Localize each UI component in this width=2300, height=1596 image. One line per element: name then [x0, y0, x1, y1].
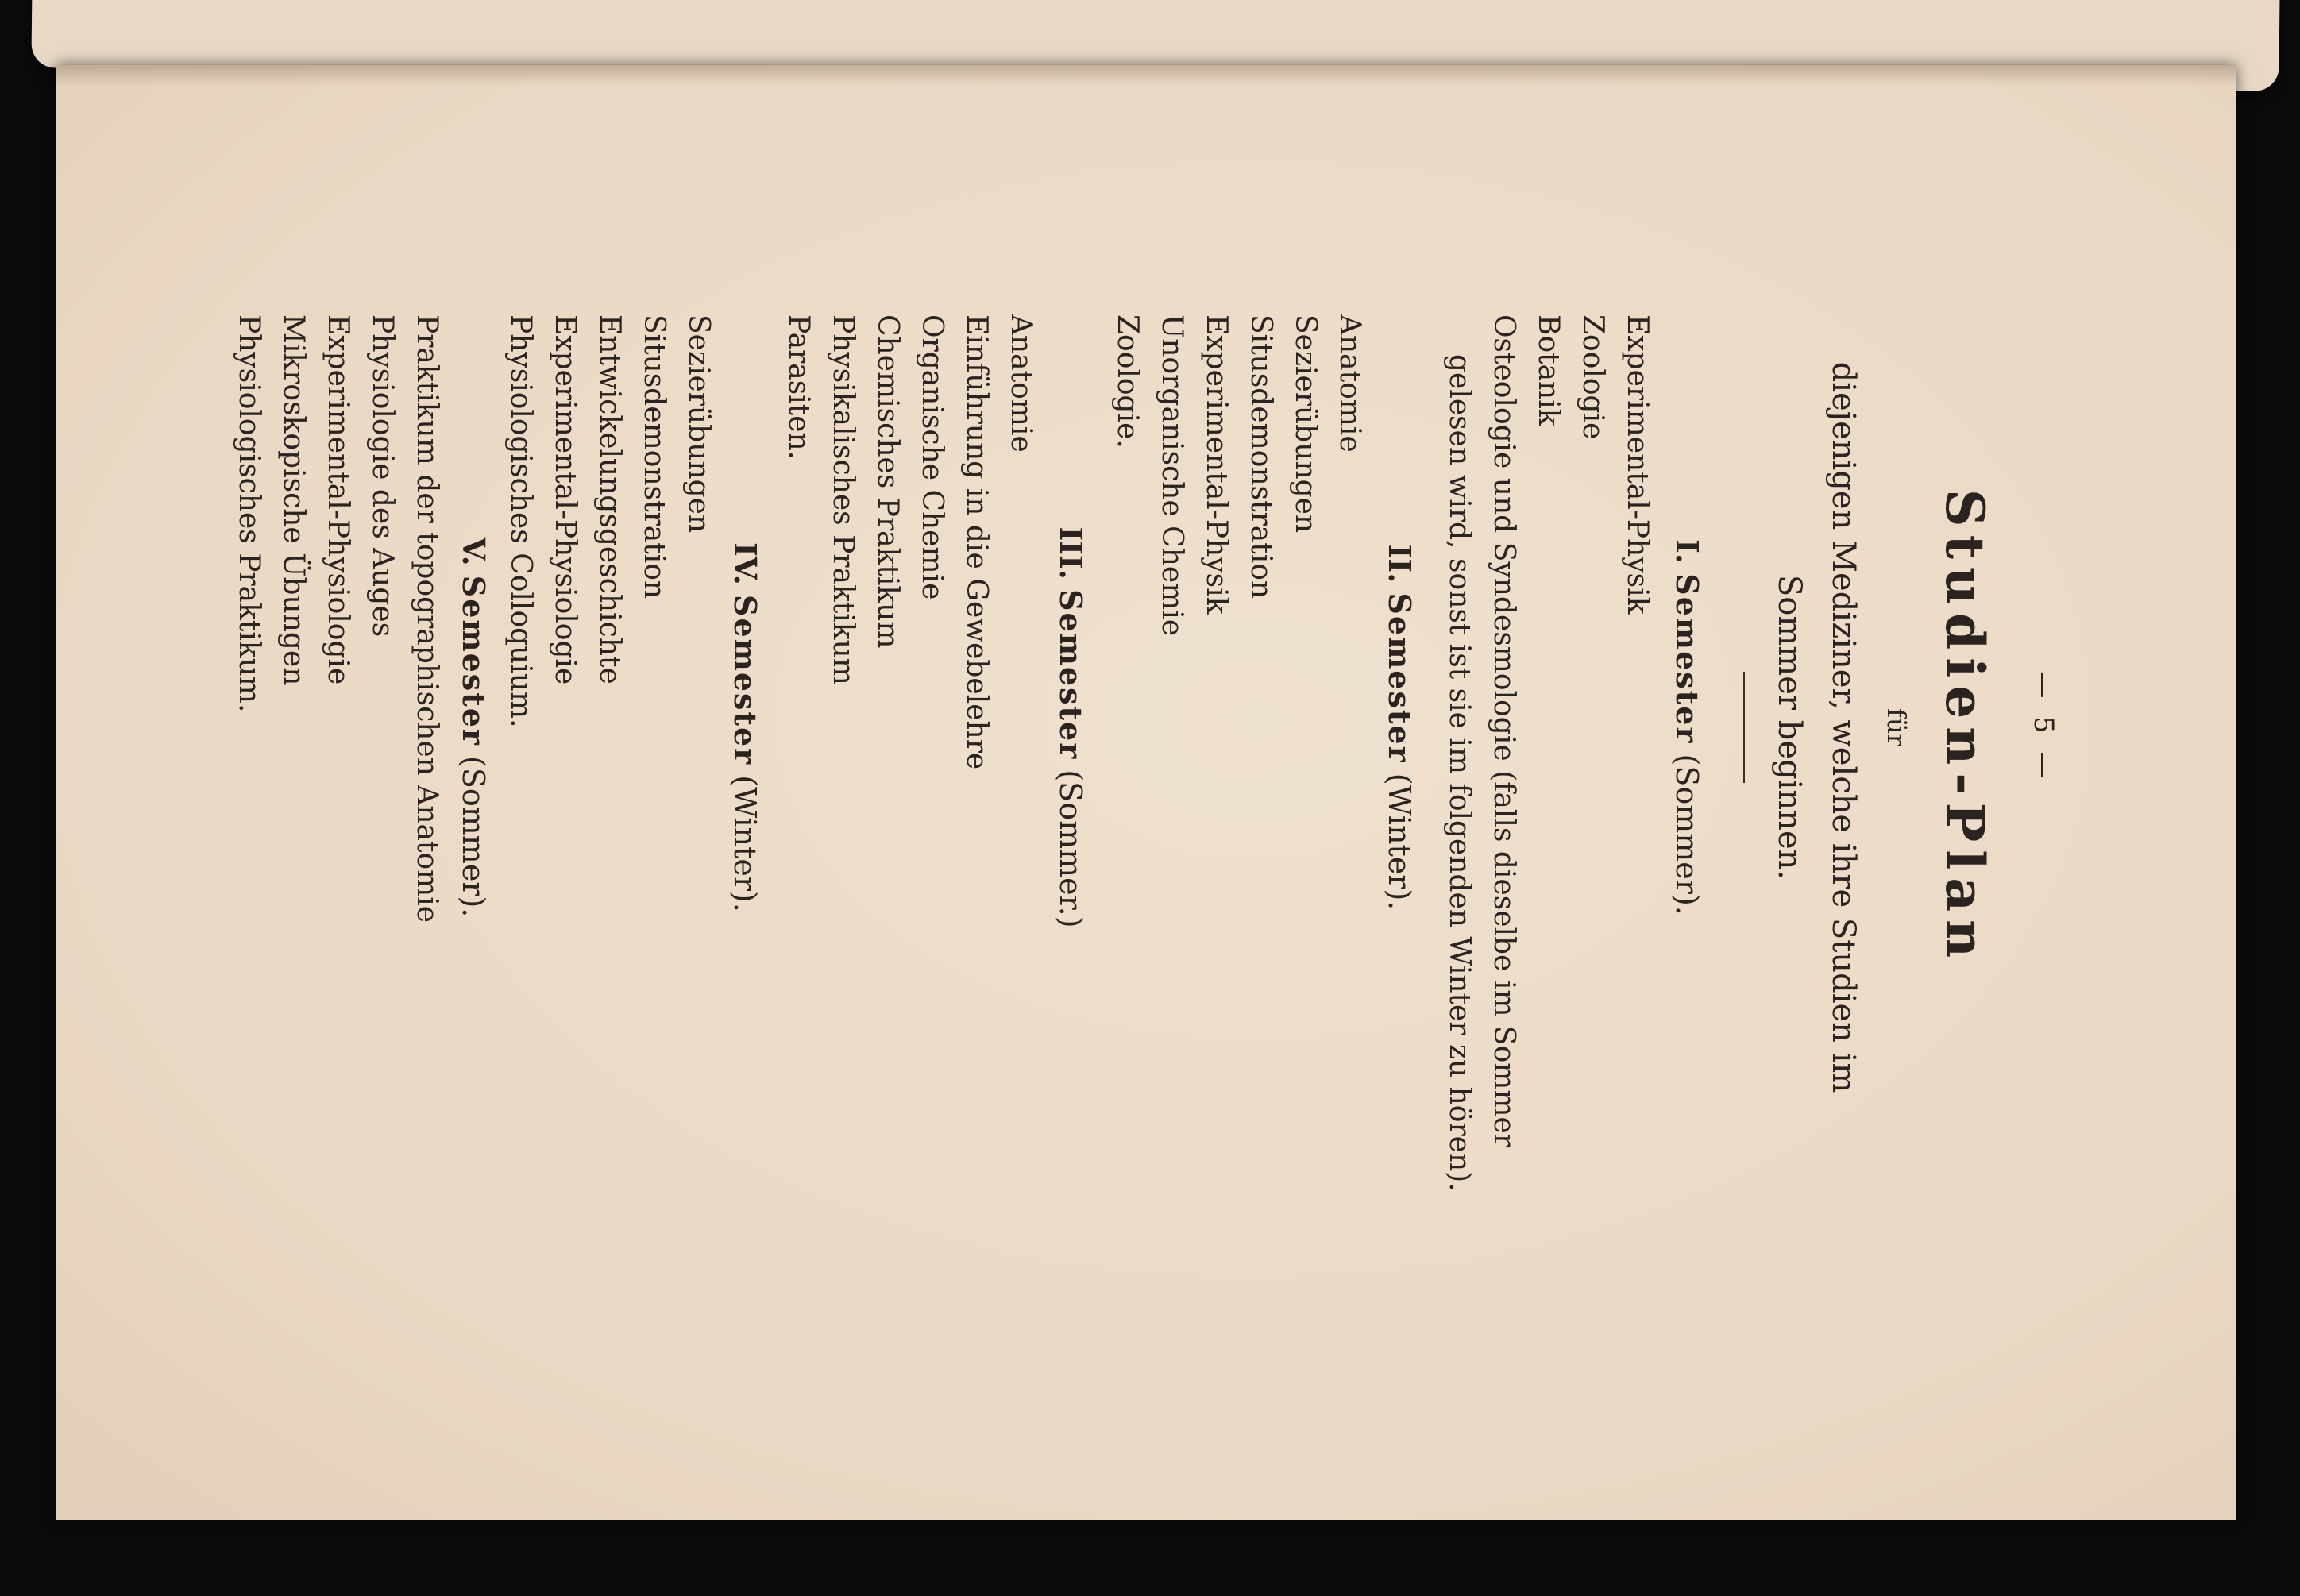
page-number: — 5 —	[2028, 671, 2059, 784]
course-item: Organische Chemie	[916, 314, 948, 600]
semester-3-heading	[1053, 0, 1089, 1474]
course-item: Experimental-Physiologie	[322, 314, 354, 685]
course-item: Physiologie des Auges	[366, 314, 399, 638]
semester-1-numeral: I.	[1669, 539, 1705, 565]
course-item: Einführung in die Gewebelehre	[960, 314, 993, 770]
intro-text	[1762, 76, 1870, 1378]
semester-3-courses	[776, 314, 1043, 1505]
course-item: Sezierübungen	[1289, 314, 1322, 534]
course-item: Physiologisches Colloquium.	[504, 314, 537, 728]
title-divider	[1743, 672, 1745, 783]
course-item: Unorganische Chemie	[1156, 314, 1188, 637]
course-item: Zoologie	[1576, 314, 1609, 440]
course-item: Situsdemonstration	[638, 314, 670, 599]
semester-1-courses	[1437, 314, 1659, 1505]
course-item: Experimental-Physik	[1621, 314, 1654, 615]
course-item: Entwickelungsgeschichte	[593, 314, 626, 684]
course-item: Experimental-Physiologie	[549, 314, 581, 685]
semester-2-season: (Winter).	[1382, 773, 1417, 911]
semester-5-heading	[456, 0, 492, 1474]
semester-5-season: (Sommer).	[456, 756, 491, 918]
semester-1-word: Semester	[1669, 573, 1705, 745]
course-item: Anatomie	[1005, 314, 1037, 453]
semester-3-word: Semester	[1053, 589, 1089, 761]
course-item: Anatomie	[1333, 314, 1366, 453]
page-title: Studien-Plan	[1934, 488, 1996, 966]
semester-4-word: Semester	[727, 595, 763, 766]
semester-1-heading	[1669, 0, 1705, 1474]
course-item: Osteologie und Syndesmologie (falls dieselbe im Sommer gelesen wird, sonst ist sie im folgenden Winter zu hören).	[1443, 314, 1520, 1192]
course-item: Physiologisches Praktikum.	[233, 314, 265, 713]
course-item: Physikalisches Praktikum	[827, 314, 859, 685]
semester-3-numeral: III.	[1053, 526, 1089, 580]
semester-4-courses	[498, 314, 720, 1505]
course-item: Parasiten.	[782, 314, 815, 461]
semester-4-numeral: IV.	[727, 542, 763, 585]
semester-2-numeral: II.	[1382, 544, 1418, 584]
semester-4-heading	[727, 0, 763, 1474]
course-item: Situsdemonstration	[1245, 314, 1277, 599]
semester-2-heading	[1382, 0, 1418, 1474]
semester-1-season: (Sommer).	[1669, 754, 1704, 916]
semester-5-numeral: V.	[456, 537, 492, 566]
intro-line-2: Sommer beginnen.	[1771, 574, 1808, 881]
course-item: Botanik	[1532, 314, 1565, 426]
subtitle-fuer: für	[1881, 708, 1912, 746]
semester-5-courses	[226, 314, 449, 1505]
course-item: Zoologie.	[1111, 314, 1144, 449]
course-item: Praktikum der topographischen Anatomie	[411, 314, 443, 923]
course-item: Sezierübungen	[682, 314, 715, 534]
semester-5-word: Semester	[456, 575, 492, 746]
semester-4-season: (Winter).	[727, 775, 762, 912]
course-item: Experimental-Physik	[1200, 314, 1233, 615]
course-item: Mikroskopische Übungen	[277, 314, 310, 686]
intro-line-1: diejenigen Mediziner, welche ihre Studien im	[1825, 361, 1862, 1093]
rotated-text-block	[172, 0, 2094, 1474]
course-item: Chemisches Praktikum	[871, 314, 904, 649]
semester-2-word: Semester	[1382, 592, 1418, 764]
semester-3-season: (Sommer.)	[1053, 769, 1088, 928]
semester-2-courses	[1105, 314, 1372, 1505]
